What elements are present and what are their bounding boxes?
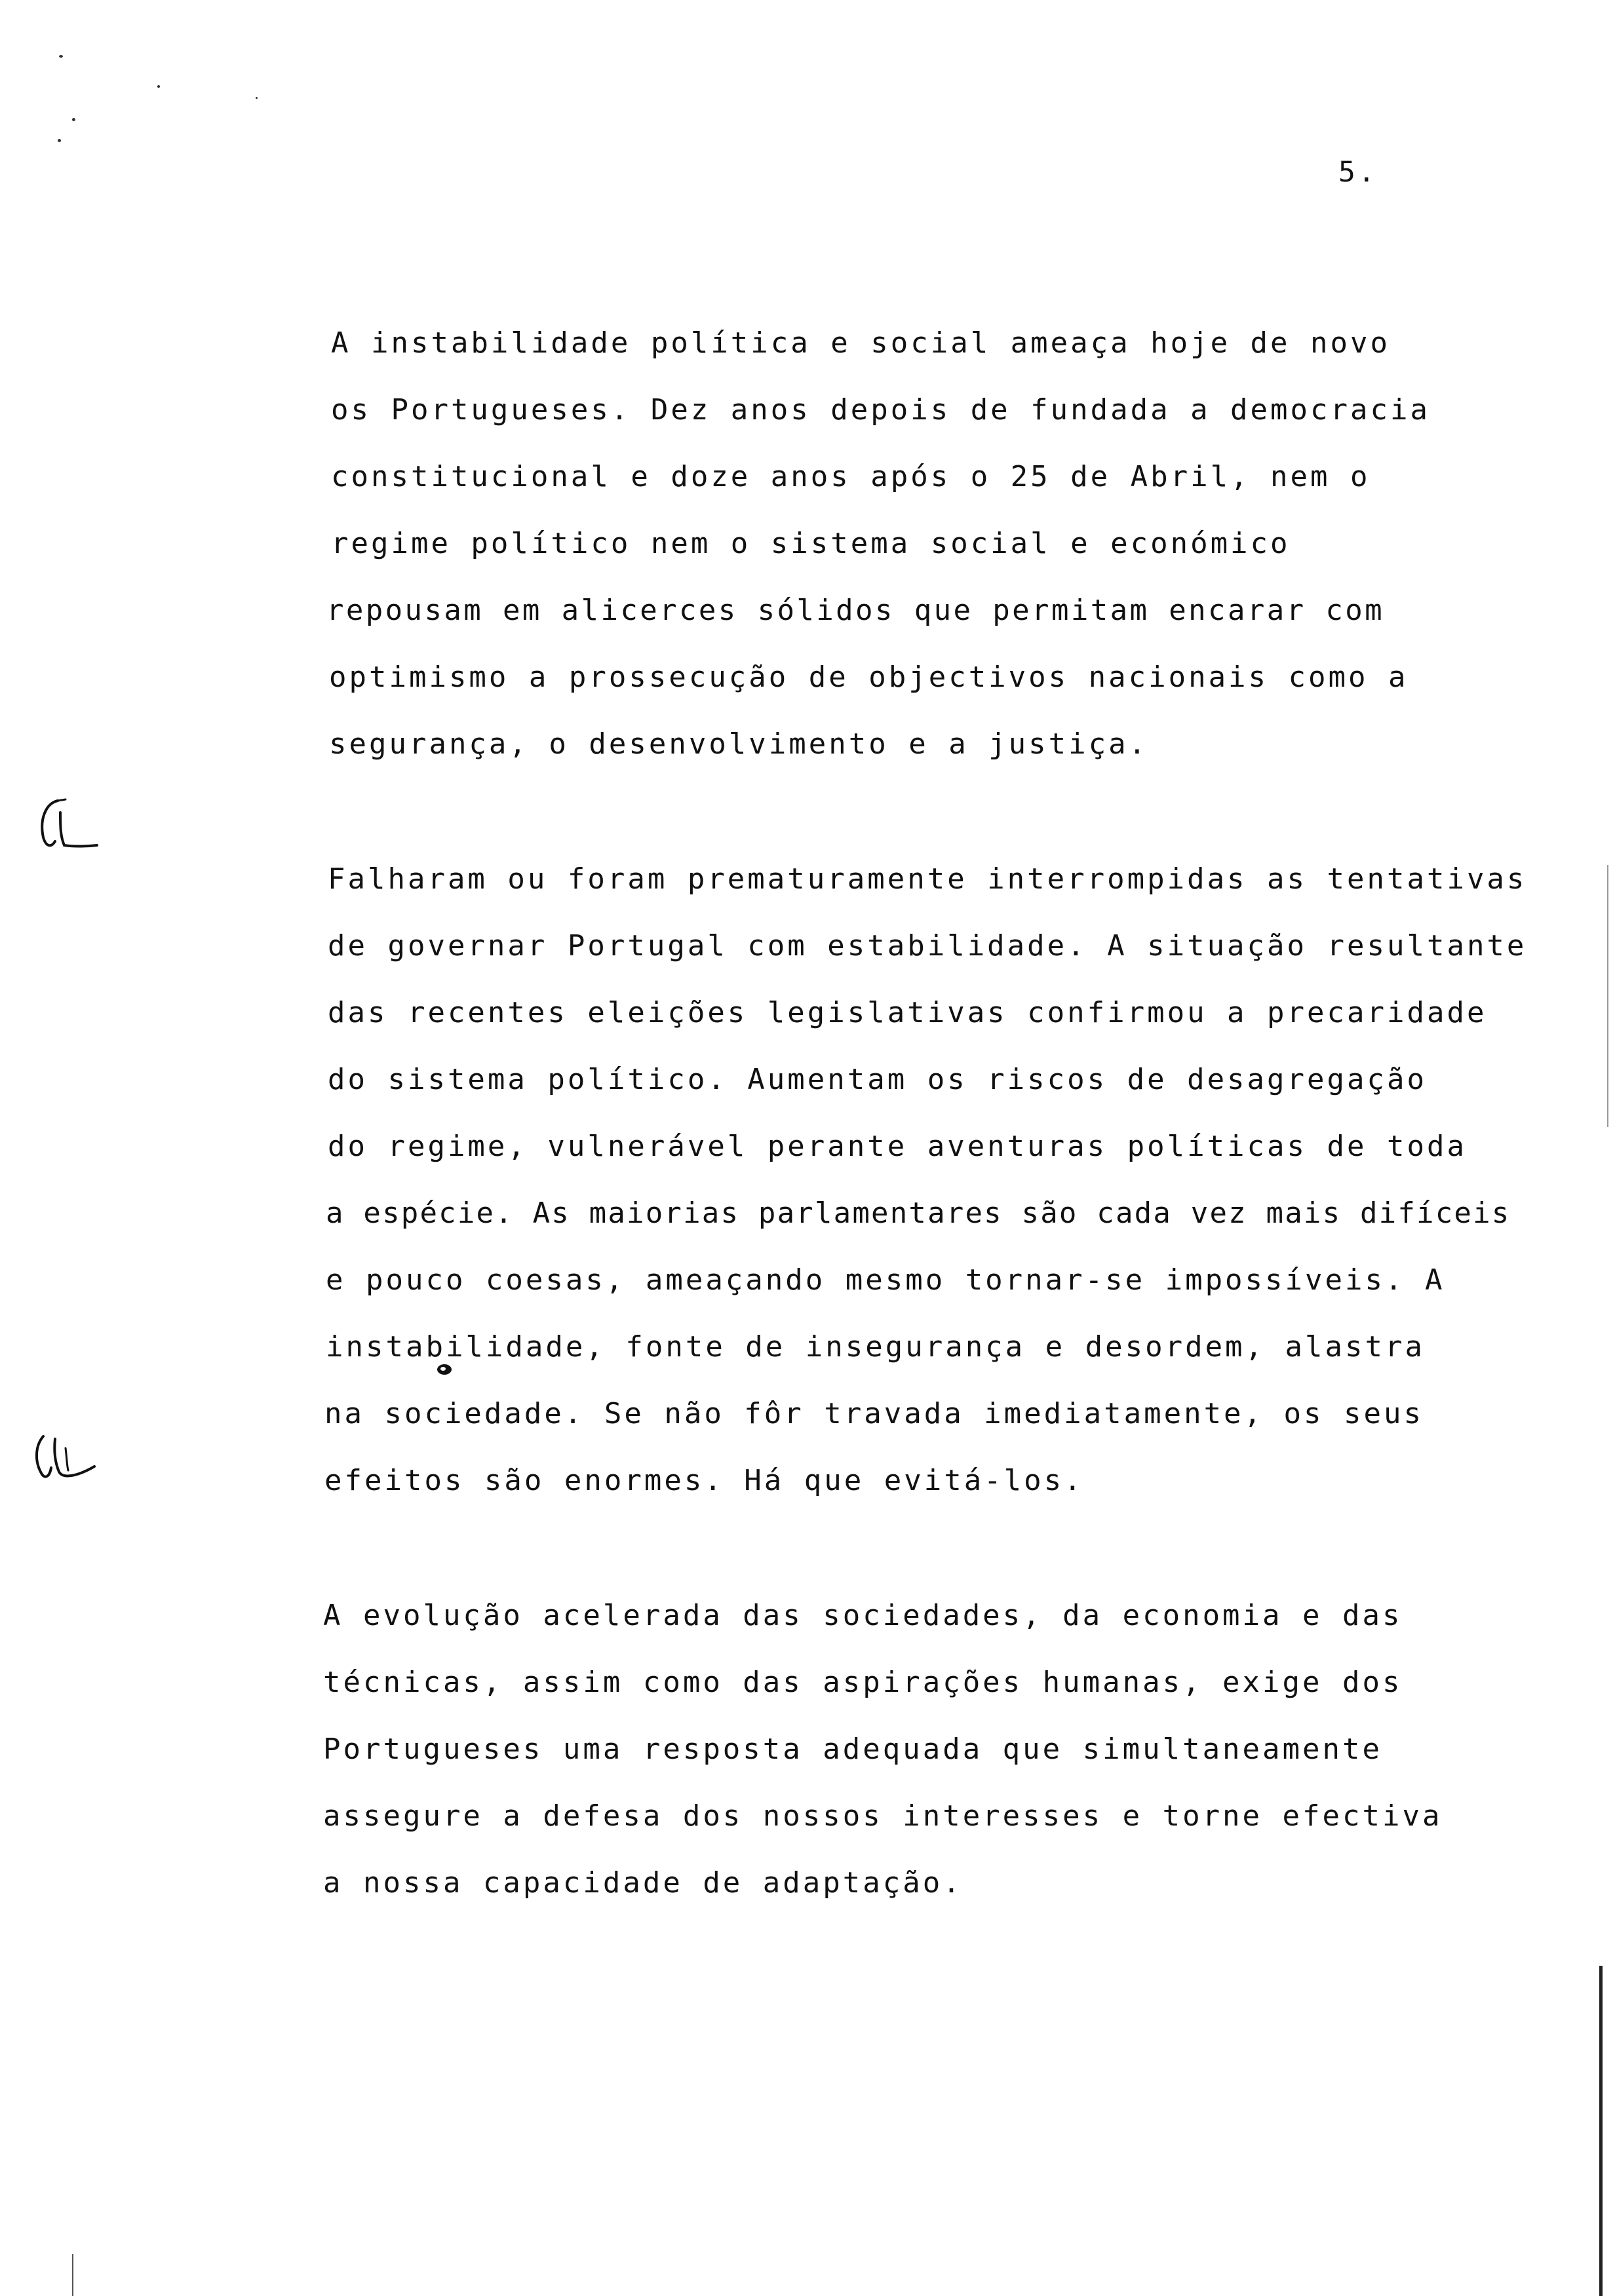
scan-speck bbox=[256, 97, 258, 99]
scan-speck bbox=[157, 85, 160, 88]
paragraph-1-line-7: segurança, o desenvolvimento e a justiça. bbox=[329, 727, 1149, 761]
paragraph-3-line-1: A evolução acelerada das sociedades, da economia e das bbox=[323, 1599, 1403, 1632]
paragraph-2-line-1: Falharam ou foram prematuramente interrompidas as tentativas bbox=[328, 862, 1527, 896]
scan-edge-line bbox=[1607, 865, 1608, 1127]
paragraph-3-line-2: técnicas, assim como das aspirações humanas, exige dos bbox=[323, 1666, 1403, 1699]
scan-speck bbox=[58, 139, 61, 142]
paragraph-3-line-5: a nossa capacidade de adaptação. bbox=[323, 1866, 963, 1900]
scan-edge-line bbox=[1599, 1966, 1603, 2296]
paragraph-1-line-3: constitucional e doze anos após o 25 de Abril, nem o bbox=[331, 460, 1371, 493]
scan-edge-line bbox=[72, 2254, 73, 2296]
scan-speck bbox=[72, 118, 75, 121]
paragraph-2-line-10: efeitos são enormes. Há que evitá-los. bbox=[324, 1464, 1084, 1497]
paragraph-2-line-7: e pouco coesas, ameaçando mesmo tornar-se impossíveis. A bbox=[326, 1263, 1445, 1297]
paragraph-2-line-5: do regime, vulnerável perante aventuras políticas de toda bbox=[328, 1130, 1467, 1163]
page-number: 5. bbox=[1338, 156, 1378, 189]
paragraph-1-line-5: repousam em alicerces sólidos que permitam encarar com bbox=[326, 594, 1385, 627]
paragraph-3-line-3: Portugueses uma resposta adequada que simultaneamente bbox=[323, 1732, 1382, 1766]
paragraph-2-line-9: na sociedade. Se não fôr travada imediatamente, os seus bbox=[324, 1397, 1424, 1430]
ink-blot-icon bbox=[435, 1362, 454, 1377]
paragraph-1-line-2: os Portugueses. Dez anos depois de fundada a democracia bbox=[331, 393, 1430, 427]
handwritten-bracket-mark-icon bbox=[26, 1422, 105, 1494]
paragraph-2-line-3: das recentes eleições legislativas confirmou a precaridade bbox=[328, 996, 1487, 1029]
paragraph-1-line-4: regime político nem o sistema social e económico bbox=[331, 527, 1291, 560]
paragraph-2-line-4: do sistema político. Aumentam os riscos de desagregação bbox=[328, 1063, 1427, 1096]
handwritten-bracket-mark-icon bbox=[31, 793, 104, 865]
paragraph-1-line-6: optimismo a prossecução de objectivos nacionais como a bbox=[329, 660, 1409, 694]
paragraph-1-line-1: A instabilidade política e social ameaça hoje de novo bbox=[331, 326, 1390, 360]
paragraph-2-line-2: de governar Portugal com estabilidade. A situação resultante bbox=[328, 929, 1527, 963]
scan-speck bbox=[59, 55, 63, 58]
paragraph-2-line-6: a espécie. As maiorias parlamentares são cada vez mais difíceis bbox=[326, 1196, 1511, 1230]
paragraph-3-line-4: assegure a defesa dos nossos interesses e torne efectiva bbox=[323, 1799, 1443, 1833]
paragraph-2-line-8: instabilidade, fonte de insegurança e desordem, alastra bbox=[326, 1330, 1425, 1364]
